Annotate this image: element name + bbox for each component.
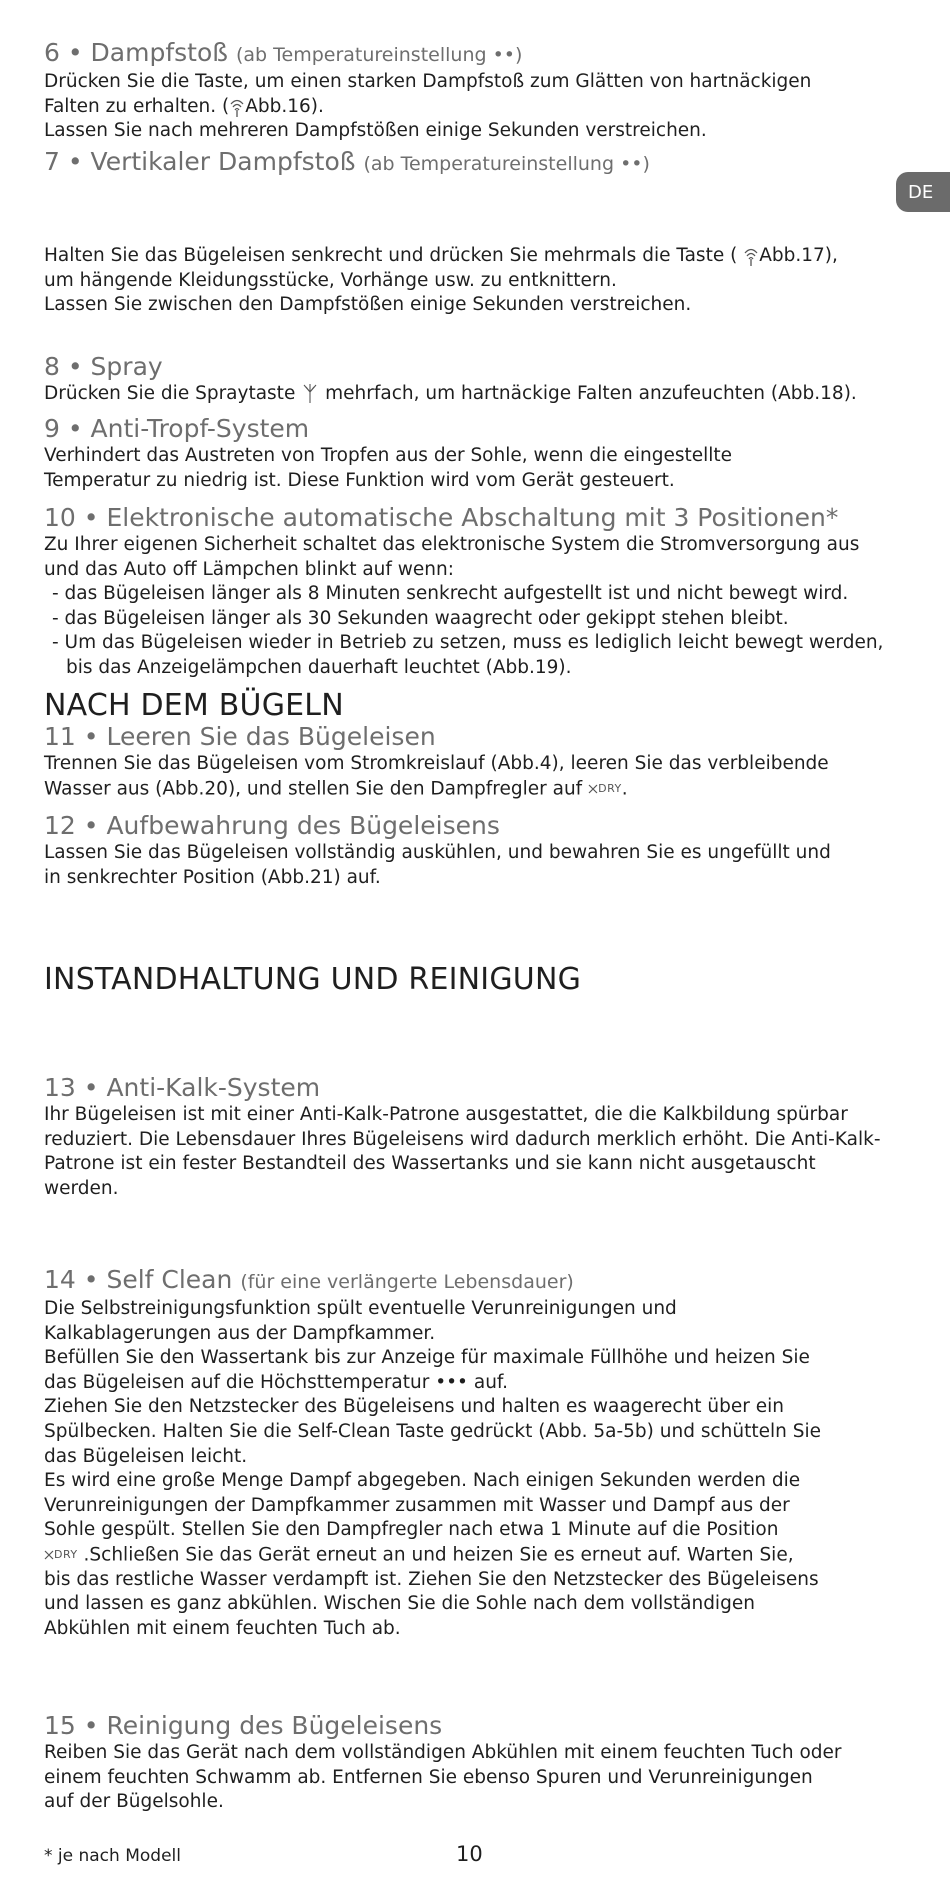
list-item: - das Bügeleisen länger als 8 Minuten senkrecht aufgestellt ist und nicht bewegt wird. bbox=[52, 583, 849, 605]
section-9 bbox=[44, 414, 906, 493]
text-line: Ihr Bügeleisen ist mit einer Anti-Kalk-Patrone ausgestattet, die die Kalkbildung spürbar bbox=[44, 1104, 848, 1125]
text-line: Ziehen Sie den Netzstecker des Bügeleisens und halten es waagerecht über ein bbox=[44, 1396, 784, 1418]
text-line: um hängende Kleidungsstücke, Vorhänge usw. zu entknittern. bbox=[44, 269, 617, 291]
section-15 bbox=[44, 1711, 906, 1815]
text-line: DRY .Schließen Sie das Gerät erneut an und heizen Sie es erneut auf. Warten Sie, bbox=[44, 1543, 906, 1568]
text-line: auf der Bügelsohle. bbox=[44, 1791, 224, 1813]
list-item-continuation: bis das Anzeigelämpchen dauerhaft leuchtet (Abb.19). bbox=[66, 656, 572, 678]
language-tab: DE bbox=[896, 172, 950, 212]
text-line: einem feuchten Schwamm ab. Entfernen Sie ebenso Spuren und Verunreinigungen bbox=[44, 1766, 813, 1788]
text-line: das Bügeleisen leicht. bbox=[44, 1445, 248, 1467]
text-line: in senkrechter Position (Abb.21) auf. bbox=[44, 866, 381, 888]
chapter-heading: NACH DEM BÜGELN bbox=[44, 688, 344, 723]
section-12 bbox=[44, 811, 906, 890]
text-line: Lassen Sie zwischen den Dampfstößen einige Sekunden verstreichen. bbox=[44, 294, 692, 316]
footnote: * je nach Modell bbox=[44, 1846, 181, 1866]
text-line: Verhindert das Austreten von Tropfen aus der Sohle, wenn die eingestellte bbox=[44, 445, 733, 466]
text-line: Verunreinigungen der Dampfkammer zusammen mit Wasser und Dampf aus der bbox=[44, 1494, 790, 1516]
page-number: 10 bbox=[456, 1842, 483, 1866]
text-line: Es wird eine große Menge Dampf abgegeben. Nach einigen Sekunden werden die bbox=[44, 1470, 801, 1492]
section-11-heading: 11 • Leeren Sie das Bügeleisen bbox=[44, 722, 436, 751]
text-line: Kalkablagerungen aus der Dampfkammer. bbox=[44, 1322, 436, 1344]
section-13 bbox=[44, 1073, 906, 1201]
section-6-heading: 6 • Dampfstoß (ab Temperatureinstellung ••) bbox=[44, 38, 523, 67]
text-line: Drücken Sie die Taste, um einen starken Dampfstoß zum Glätten von hartnäckigen bbox=[44, 71, 812, 92]
chapter-heading: INSTANDHALTUNG UND REINIGUNG bbox=[44, 962, 582, 997]
text-line: Lassen Sie nach mehreren Dampfstößen einige Sekunden verstreichen. bbox=[44, 120, 707, 142]
steam-burst-icon bbox=[229, 96, 245, 118]
text-line: reduziert. Die Lebensdauer Ihres Bügeleisens wird dadurch merklich erhöht. Die Anti-Kalk- bbox=[44, 1128, 881, 1150]
text-line: und lassen es ganz abkühlen. Wischen Sie die Sohle nach dem vollständigen bbox=[44, 1593, 755, 1615]
spray-icon bbox=[301, 384, 319, 404]
section-7-body bbox=[44, 244, 906, 318]
section-10-heading: 10 • Elektronische automatische Abschaltung mit 3 Positionen* bbox=[44, 503, 839, 532]
section-9-heading: 9 • Anti-Tropf-System bbox=[44, 414, 310, 443]
section-8 bbox=[44, 352, 906, 407]
text-line: Falten zu erhalten. ( Abb.16). bbox=[44, 95, 324, 117]
text-line: das Bügeleisen auf die Höchsttemperatur ••• auf. bbox=[44, 1371, 508, 1393]
section-13-heading: 13 • Anti-Kalk-System bbox=[44, 1073, 321, 1102]
text-line: Zu Ihrer eigenen Sicherheit schaltet das elektronische System die Stromversorgung aus bbox=[44, 534, 860, 555]
dry-setting-icon: DRY bbox=[44, 1543, 78, 1568]
section-10 bbox=[44, 503, 906, 681]
section-8-heading: 8 • Spray bbox=[44, 352, 163, 381]
text-line: Befüllen Sie den Wassertank bis zur Anzeige für maximale Füllhöhe und heizen Sie bbox=[44, 1347, 810, 1369]
text-line: Temperatur zu niedrig ist. Diese Funktion wird vom Gerät gesteuert. bbox=[44, 469, 675, 491]
steam-burst-icon bbox=[743, 245, 759, 267]
list-item: - Um das Bügeleisen wieder in Betrieb zu setzen, muss es lediglich leicht bewegt werden, bbox=[52, 632, 884, 654]
text-line: Reiben Sie das Gerät nach dem vollständigen Abkühlen mit einem feuchten Tuch oder bbox=[44, 1742, 842, 1763]
text-line: Halten Sie das Bügeleisen senkrecht und drücken Sie mehrmals die Taste ( Abb.17), bbox=[44, 245, 838, 266]
list-item: - das Bügeleisen länger als 30 Sekunden waagrecht oder gekippt stehen bleibt. bbox=[52, 607, 789, 629]
section-14 bbox=[44, 1265, 906, 1642]
text-line: Abkühlen mit einem feuchten Tuch ab. bbox=[44, 1618, 401, 1640]
text-line: Spülbecken. Halten Sie die Self-Clean Taste gedrückt (Abb. 5a-5b) und schütteln Sie bbox=[44, 1420, 822, 1442]
text-line: und das Auto off Lämpchen blinkt auf wenn: bbox=[44, 558, 454, 580]
text-line: werden. bbox=[44, 1177, 119, 1199]
text-line: Die Selbstreinigungsfunktion spült eventuelle Verunreinigungen und bbox=[44, 1298, 677, 1319]
text-line: Drücken Sie die Spraytaste mehrfach, um hartnäckige Falten anzufeuchten (Abb.18). bbox=[44, 383, 857, 404]
text-line: Sohle gespült. Stellen Sie den Dampfregler nach etwa 1 Minute auf die Position bbox=[44, 1519, 779, 1541]
section-11 bbox=[44, 722, 906, 801]
section-15-heading: 15 • Reinigung des Bügeleisens bbox=[44, 1711, 443, 1740]
dry-setting-icon: DRY bbox=[588, 777, 622, 802]
section-7 bbox=[44, 147, 906, 179]
section-12-heading: 12 • Aufbewahrung des Bügeleisens bbox=[44, 811, 500, 840]
text-line: Lassen Sie das Bügeleisen vollständig auskühlen, und bewahren Sie es ungefüllt und bbox=[44, 842, 831, 863]
section-7-heading: 7 • Vertikaler Dampfstoß (ab Temperatureinstellung ••) bbox=[44, 147, 650, 176]
text-line: Patrone ist ein fester Bestandteil des Wassertanks und sie kann nicht ausgetauscht bbox=[44, 1153, 816, 1175]
text-line: Wasser aus (Abb.20), und stellen Sie den Dampfregler auf DRY . bbox=[44, 777, 906, 802]
text-line: bis das restliche Wasser verdampft ist. Ziehen Sie den Netzstecker des Bügeleisens bbox=[44, 1568, 819, 1590]
section-14-heading: 14 • Self Clean (für eine verlängerte Lebensdauer) bbox=[44, 1265, 574, 1294]
text-line: Trennen Sie das Bügeleisen vom Stromkreislauf (Abb.4), leeren Sie das verbleibende bbox=[44, 753, 829, 774]
section-6 bbox=[44, 38, 906, 144]
